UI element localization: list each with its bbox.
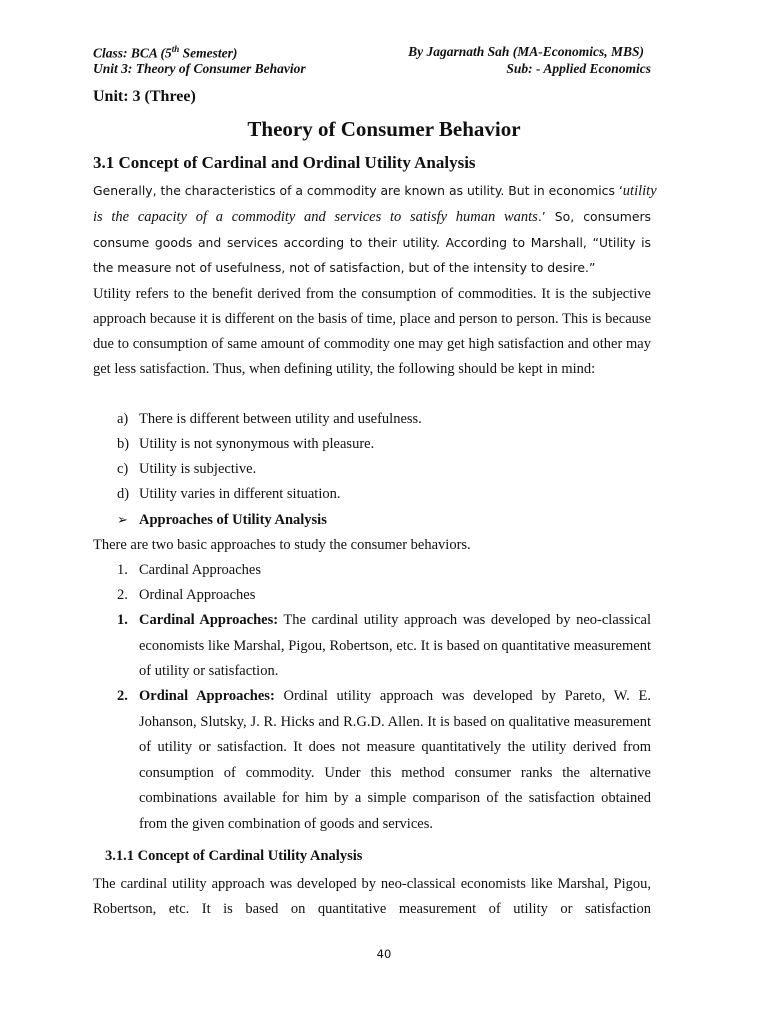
page-header-row-2	[93, 61, 651, 77]
utility-paragraph: Utility refers to the benefit derived from the consumption of commodities. It is the subjective approach because it is different on the basis of time, place and person to person. This is because due to consumption of same amount of commodity one may get high satisfaction and other may get less satisfaction. Thus, when defining utility, the following should be kept in mind:	[93, 286, 651, 377]
document-page: Class: BCA (5th Semester) By Jagarnath Sah (MA-Economics, MBS) Unit 3: Theory of Consumer Behavior Sub: - Applied Economics Unit: 3 (Three) Theory of Consumer Behavior 3.1 Concept of Cardinal and Ordinal Utility Analysis Generally, the characteristics of a commodity are known as utility. But in economics ‘utility is the capacity of a commodity and services to satisfy human wants.’ So, consumers consume goods and services according to their utility. According to Marshall, “Utility is the measure not of usefulness, not of satisfaction, but of the intensity to desire.” Utility refers to the benefit derived from the consumption of commodities. It is the subjective approach because it is different on the basis of time, place and person to person. This is because due to consumption of same amount of commodity one may get high satisfaction and other may get less satisfaction. Thus, when defining utility, the following should be kept in mind: a) There is different between utility and usefulness. b) Utility is not synonymous with pleasure. c) Utility is subjective. d) Utility varies in different situation. ➢ Approaches of Utility Analysis There are two basic approaches to study the consumer behaviors. 1. Cardinal Approaches 2. Ordinal Approaches 1. Cardinal Approaches: The cardinal utility approach was developed by neo-classical economists like Marshal, Pigou, Robertson, etc. It is based on quantitative measurement of utility or satisfaction. 2. Ordinal Approaches: Ordinal utility approach was developed by Pareto, W. E. Johanson, Slutsky, J. R. Hicks and R.G.D. Allen. It is based on qualitative measurement of utility or satisfaction. It does not measure quantitatively the utility derived from consumption of commodity. Under this method consumer ranks the alternative combinations available for him by a simple comparison of the satisfaction obtained from the given combination of goods and services. 3.1.1 Concept of Cardinal Utility Analysis The cardinal utility approach was developed by neo-classical economists like Marshal, Pigou, Robertson, etc. It is based on quantitative measurement of utility or satisfaction 40	[0, 0, 768, 1024]
arrow-bullet-icon: ➢	[117, 513, 128, 528]
intro-paragraph: Generally, the characteristics of a commodity are known as utility. But in economics ‘utility is the capacity of a commodity and services to satisfy human wants.’ So, consumers consume goods and services according to their utility. According to Marshall, “Utility is the measure not of usefulness, not of satisfaction, but of the intensity to desire.”	[93, 183, 657, 275]
subject-info: Sub: - Applied Economics	[506, 61, 651, 76]
subsection-heading: 3.1.1 Concept of Cardinal Utility Analysis	[105, 848, 363, 864]
page-number: 40	[376, 947, 392, 961]
page-title: Theory of Consumer Behavior	[247, 117, 521, 141]
cardinal-approach-item: 1. Cardinal Approaches: The cardinal utility approach was developed by neo-classical economists like Marshal, Pigou, Robertson, etc. It is based on quantitative measurement of utility or satisfaction.	[117, 612, 651, 679]
ordinal-approach-item: 2. Ordinal Approaches: Ordinal utility approach was developed by Pareto, W. E. Johanson, Slutsky, J. R. Hicks and R.G.D. Allen. It is based on qualitative measurement of utility or satisfaction. It does not measure quantitatively the utility derived from consumption of commodity. Under this method consumer ranks the alternative combinations available for him by a simple comparison of the satisfaction obtained from the given combination of goods and services.	[117, 688, 652, 832]
section-heading: 3.1 Concept of Cardinal and Ordinal Utility Analysis	[93, 153, 476, 172]
cardinal-analysis-paragraph: The cardinal utility approach was developed by neo-classical economists like Marshal, Pigou, Robertson, etc. It is based on quantitative measurement of utility or satisfaction	[93, 876, 651, 917]
page-header-row-1	[93, 44, 651, 62]
unit-label: Unit: 3 (Three)	[93, 88, 196, 105]
author-info: By Jagarnath Sah (MA-Economics, MBS)	[408, 44, 644, 59]
approaches-intro: There are two basic approaches to study the consumer behaviors.	[93, 537, 471, 553]
class-info: Class: BCA (5th Semester)	[93, 44, 238, 61]
unit-info: Unit 3: Theory of Consumer Behavior	[93, 61, 306, 76]
